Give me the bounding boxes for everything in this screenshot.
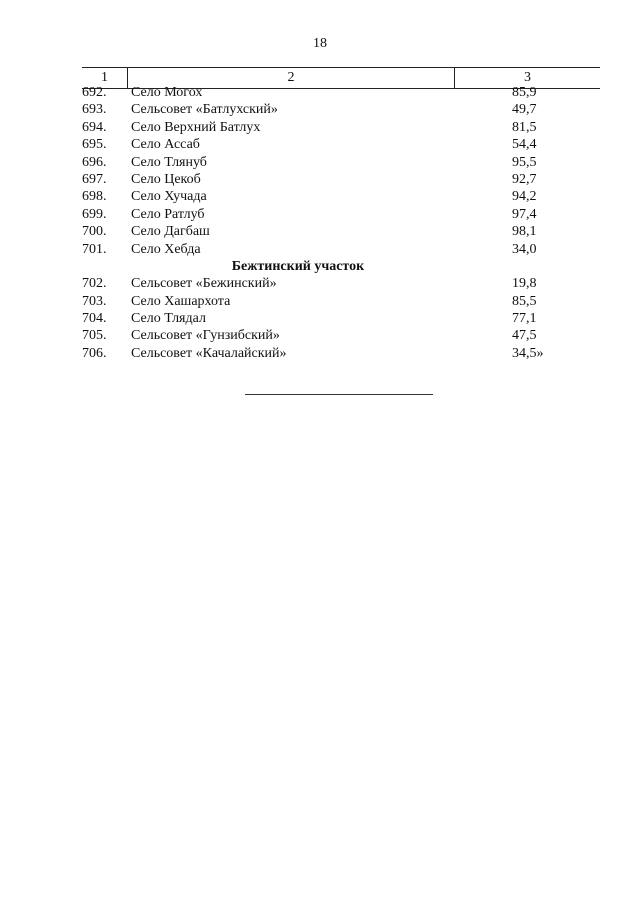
row-number: 699. [82, 206, 107, 222]
row-number: 701. [82, 241, 107, 257]
row-number: 693. [82, 102, 107, 118]
row-number: 706. [82, 345, 107, 361]
row-name: Село Дагбаш [131, 224, 210, 240]
table-row [82, 154, 600, 171]
table-row [82, 101, 600, 118]
row-name: Село Ратлуб [131, 206, 205, 222]
table-row [82, 275, 600, 292]
row-value: 34,0 [512, 241, 537, 257]
row-number: 694. [82, 119, 107, 135]
table-row [82, 171, 600, 188]
table-row [82, 84, 600, 101]
row-value: 54,4 [512, 137, 537, 153]
table-row [82, 327, 600, 344]
row-value: 19,8 [512, 276, 537, 292]
section-title: Бежтинский участок [231, 258, 365, 274]
table-row [82, 223, 600, 240]
table-row [82, 241, 600, 258]
row-value: 98,1 [512, 224, 537, 240]
row-value: 92,7 [512, 171, 537, 187]
row-number: 697. [82, 171, 107, 187]
row-number: 692. [82, 85, 107, 100]
header-col-1: 1 [101, 70, 108, 85]
row-name: Сельсовет «Качалайский» [131, 345, 287, 361]
row-number: 705. [82, 328, 107, 344]
row-number: 702. [82, 276, 107, 292]
row-number: 704. [82, 311, 107, 327]
row-name: Сельсовет «Гунзибский» [131, 328, 280, 344]
row-value: 85,5 [512, 293, 537, 309]
row-value: 49,7 [512, 102, 537, 118]
row-value: 34,5» [512, 345, 544, 361]
row-number: 698. [82, 189, 107, 205]
table-row [82, 345, 600, 362]
row-name: Сельсовет «Батлухский» [131, 102, 278, 118]
table-row [82, 136, 600, 153]
row-number: 696. [82, 154, 107, 170]
page-number: 18 [313, 36, 327, 51]
table-body [82, 84, 600, 362]
row-name: Село Ассаб [131, 137, 200, 153]
row-number: 703. [82, 293, 107, 309]
row-name: Село Цекоб [131, 171, 201, 187]
header-col-2: 2 [127, 68, 454, 88]
row-number: 695. [82, 137, 107, 153]
row-value: 81,5 [512, 119, 537, 135]
row-name: Сельсовет «Бежинский» [131, 276, 277, 292]
closing-rule [245, 394, 433, 395]
row-name: Село Тлядал [131, 311, 206, 327]
table-row [82, 310, 600, 327]
row-name: Село Верхний Батлух [131, 119, 261, 135]
row-name: Село Хашархота [131, 293, 231, 309]
table-row [82, 293, 600, 310]
row-value: 94,2 [512, 189, 537, 205]
row-value: 97,4 [512, 206, 537, 222]
row-name: Село Могох [131, 85, 203, 100]
row-name: Село Хучада [131, 189, 207, 205]
header-col-3: 3 [454, 68, 600, 88]
row-number: 700. [82, 224, 107, 240]
row-value: 95,5 [512, 154, 537, 170]
table-row [82, 119, 600, 136]
row-name: Село Тлянуб [131, 154, 207, 170]
table-row [82, 206, 600, 223]
row-value: 47,5 [512, 328, 537, 344]
row-value: 77,1 [512, 311, 537, 327]
table-row [82, 188, 600, 205]
row-name: Село Хебда [131, 241, 201, 257]
row-value: 85,9 [512, 85, 537, 100]
